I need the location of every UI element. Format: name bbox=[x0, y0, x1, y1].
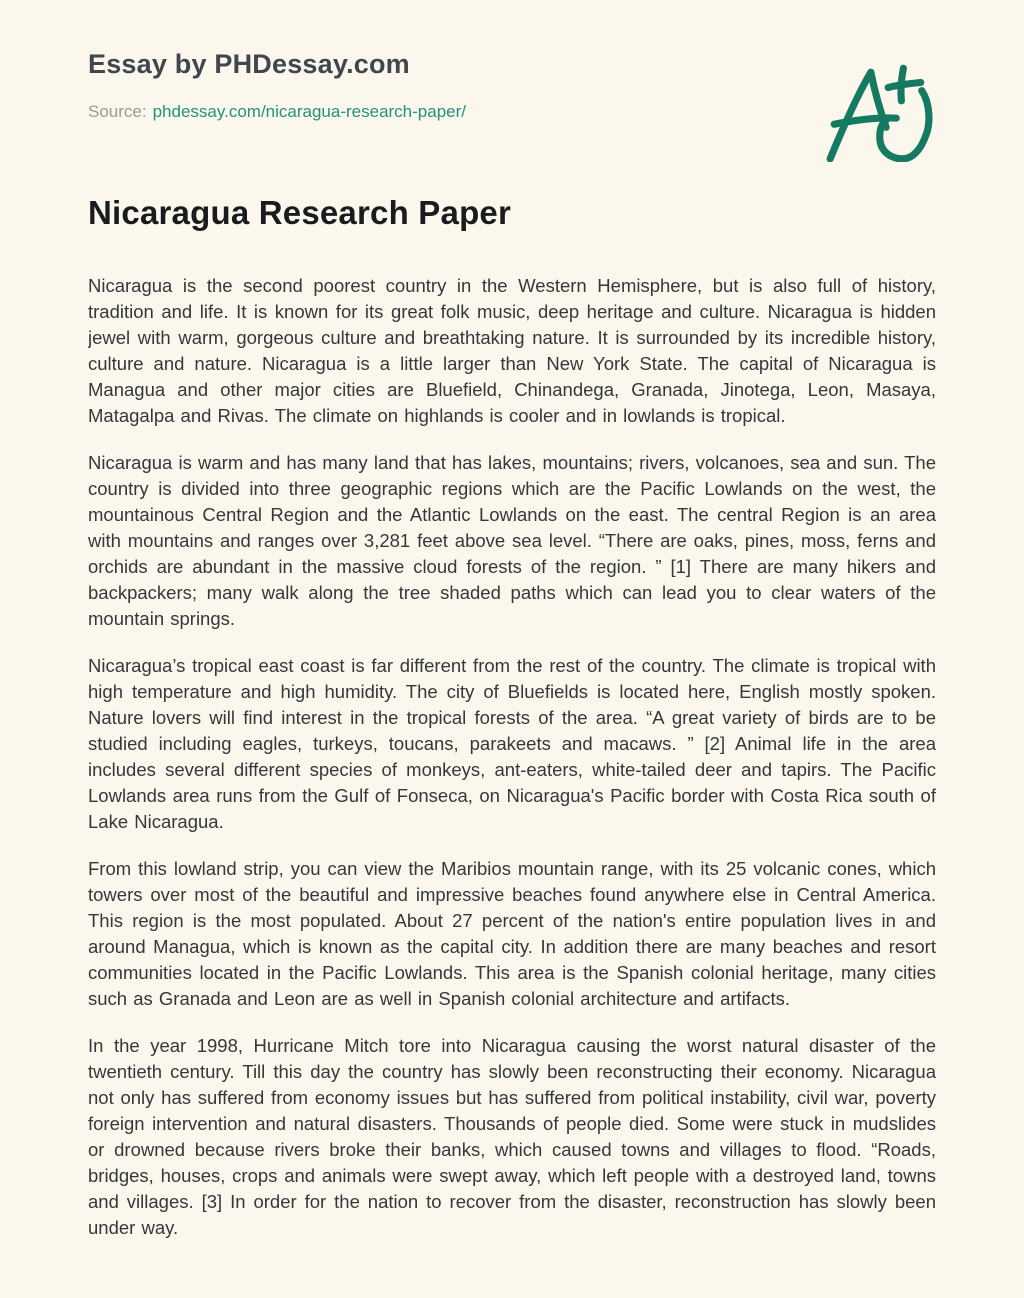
essay-paragraph: Nicaragua’s tropical east coast is far different from the rest of the country. The climate is tropical with high temperature and high humidity. The city of Bluefields is located here, English mostly spoken. Nature lovers will find interest in the tropical forests of the area. “A great variety of birds are to be studied including eagles, turkeys, toucans, parakeets and macaws. ” [2] Animal life in the area includes several different species of monkeys, ant-eaters, white-tailed deer and tapirs. The Pacific Lowlands area runs from the Gulf of Fonseca, on Nicaragua's Pacific border with Costa Rica south of Lake Nicaragua. bbox=[88, 655, 936, 833]
a-plus-logo-icon bbox=[824, 60, 936, 162]
essay-paragraph: Nicaragua is warm and has many land that has lakes, mountains; rivers, volcanoes, sea and sun. The country is divided into three geographic regions which are the Pacific Lowlands on the west, the mountainous Central Region and the Atlantic Lowlands on the east. The central Region is an area with mountains and ranges over 3,281 feet above sea level. “There are oaks, pines, moss, ferns and orchids are abundant in the massive cloud forests of the region. ” [1] There are many hikers and backpackers; many walk along the tree shaded paths which can lead you to clear waters of the mountain springs. bbox=[88, 452, 936, 630]
byline: Essay by PHDessay.com bbox=[88, 49, 410, 79]
page-title: Nicaragua Research Paper bbox=[88, 194, 512, 232]
essay-paragraph: Nicaragua is the second poorest country in the Western Hemisphere, but is also full of history, tradition and life. It is known for its great folk music, deep heritage and culture. Nicaragua is hidden jewel with warm, gorgeous culture and breathtaking nature. It is surrounded by its incredible history, culture and nature. Nicaragua is a little larger than New York State. The capital of Nicaragua is Managua and other major cities are Bluefield, Chinandega, Granada, Jinotega, Leon, Masaya, Matagalpa and Rivas. The climate on highlands is cooler and in lowlands is tropical. bbox=[88, 275, 936, 427]
essay-paragraph: In the year 1998, Hurricane Mitch tore into Nicaragua causing the worst natural disaster of the twentieth century. Till this day the country has slowly been reconstructing their economy. Nicaragua not only has suffered from economy issues but has suffered from political instability, civil war, poverty foreign intervention and natural disasters. Thousands of people died. Some were stuck in mudslides or drowned because rivers broke their banks, which caused towns and villages to flood. “Roads, bridges, houses, crops and animals were swept away, which left people with a destroyed land, towns and villages. [3] In order for the nation to recover from the disaster, reconstruction has slowly been under way. bbox=[88, 1035, 936, 1239]
essay-paragraph: From this lowland strip, you can view the Maribios mountain range, with its 25 volcanic cones, which towers over most of the beautiful and impressive beaches found anywhere else in Central America. This region is the most populated. About 27 percent of the nation's entire population lives in and around Managua, which is known as the capital city. In addition there are many beaches and resort communities located in the Pacific Lowlands. This area is the Spanish colonial heritage, many cities such as Granada and Leon are as well in Spanish colonial architecture and artifacts. bbox=[88, 858, 936, 1010]
source-label: Source: bbox=[88, 102, 147, 122]
source-line bbox=[88, 101, 936, 123]
page-header bbox=[88, 48, 936, 123]
paragraph-list bbox=[88, 273, 936, 1241]
article-body bbox=[88, 273, 936, 1255]
source-link[interactable]: phdessay.com/nicaragua-research-paper/ bbox=[152, 102, 466, 122]
